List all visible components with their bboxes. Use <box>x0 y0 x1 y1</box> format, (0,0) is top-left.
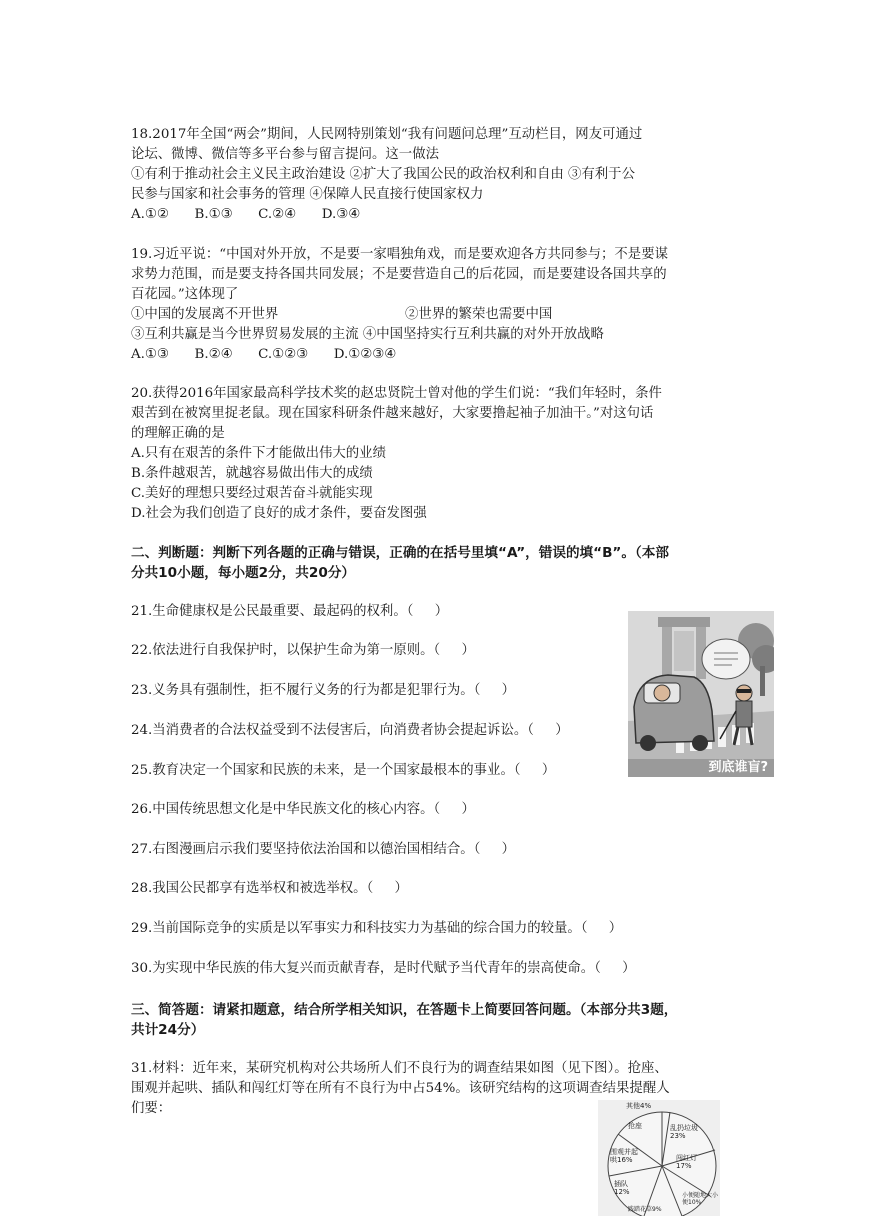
q20-line-3: 的理解正确的是 <box>131 426 225 441</box>
pie-label-queue-jump: 插队12% <box>614 1180 630 1196</box>
pie-label-litter: 乱扔垃圾23% <box>670 1124 698 1140</box>
judge-item-29: 29.当前国际竞争的实质是以军事实力和科技实力为基础的综合国力的较量。（ ） <box>131 921 623 936</box>
q19-options: A.①③ B.②④ C.①②③ D.①②③④ <box>131 347 397 362</box>
q31-line-1: 31.材料：近年来，某研究机构对公共场所人们不良行为的调查结果如图（见下图）。抢座、 <box>131 1061 668 1076</box>
q19-line-2: 求势力范围，而是要支持各国共同发展；不是要营造自己的后花园，而是要建设各国共享的 <box>131 267 667 282</box>
judge-item-27: 27.右图漫画启示我们要坚持依法治国和以德治国相结合。（ ） <box>131 842 516 857</box>
pie-label-urinate: 小便随地大小便10% <box>682 1192 719 1206</box>
q18-line-1: 18.2017年全国“两会”期间，人民网特别策划“我有问题问总理”互动栏目，网友可通过 <box>131 127 643 142</box>
cartoon-image <box>628 611 774 777</box>
q19-line-1: 19.习近平说：“中国对外开放，不是要一家唱独角戏，而是要欢迎各方共同参与；不是要谋 <box>131 247 668 262</box>
q18-line-3: ①有利于推动社会主义民主政治建设 ②扩大了我国公民的政治权利和自由 ③有利于公 <box>131 167 635 182</box>
section-3-heading-cont: 共计24分） <box>131 1022 205 1038</box>
judge-item-26: 26.中国传统思想文化是中华民族文化的核心内容。（ ） <box>131 802 475 817</box>
survey-pie-chart <box>598 1100 720 1216</box>
q20-option-a: A.只有在艰苦的条件下才能做出伟大的业绩 <box>131 446 386 461</box>
q19-line-3: 百花园。”这体现了 <box>131 287 239 302</box>
q19-item-1: ①中国的发展离不开世界 <box>131 307 279 322</box>
section-2-heading: 二、判断题：判断下列各题的正确与错误，正确的在括号里填“A”，错误的填“B”。（本部 <box>131 545 669 561</box>
pie-label-red-light: 闯红灯17% <box>676 1154 697 1170</box>
q31-line-2: 围观并起哄、插队和闯红灯等在所有不良行为中占54%。该研究结构的这项调查结果提醒人 <box>131 1081 670 1096</box>
q20-option-c: C.美好的理想只要经过艰苦奋斗就能实现 <box>131 486 373 501</box>
judge-item-23: 23.义务具有强制性，拒不履行义务的行为都是犯罪行为。（ ） <box>131 683 516 698</box>
q20-line-1: 20.获得2016年国家最高科学技术奖的赵忠贤院士曾对他的学生们说：“我们年轻时，条件 <box>131 386 662 401</box>
q19-line-5: ③互利共赢是当今世界贸易发展的主流 ④中国坚持实行互利共赢的对外开放战略 <box>131 327 604 342</box>
q20-line-2: 艰苦到在被窝里捉老鼠。现在国家科研条件越来越好，大家要撸起袖子加油干。”对这句话 <box>131 406 654 421</box>
cartoon-illustration <box>628 611 774 777</box>
judge-item-22: 22.依法进行自我保护时，以保护生命为第一原则。（ ） <box>131 643 475 658</box>
pie-label-seat-grab: 抢座 <box>628 1122 642 1130</box>
section-3-heading: 三、简答题：请紧扣题意，结合所学相关知识，在答题卡上简要回答问题。（本部分共3题， <box>131 1002 678 1018</box>
section-2-heading-cont: 分共10小题，每小题2分，共20分） <box>131 565 356 581</box>
q18-line-4: 民参与国家和社会事务的管理 ④保障人民直接行使国家权力 <box>131 187 484 202</box>
judge-item-30: 30.为实现中华民族的伟大复兴而贡献青春，是时代赋予当代青年的崇高使命。（ ） <box>131 961 636 976</box>
judge-item-25: 25.教育决定一个国家和民族的未来，是一个国家最根本的事业。（ ） <box>131 763 556 778</box>
judge-item-24: 24.当消费者的合法权益受到不法侵害后，向消费者协会提起诉讼。（ ） <box>131 723 569 738</box>
q18-line-2: 论坛、微博、微信等多平台参与留言提问。这一做法 <box>131 147 439 162</box>
pie-label-onlookers: 围观并起哄16% <box>610 1148 638 1164</box>
judge-item-28: 28.我国公民都享有选举权和被选举权。（ ） <box>131 881 408 896</box>
cartoon-caption: 到底谁盲? <box>708 760 768 775</box>
q20-option-b: B.条件越艰苦，就越容易做出伟大的成绩 <box>131 466 373 481</box>
pie-label-other: 其他4% <box>626 1102 652 1110</box>
q19-item-2: ②世界的繁荣也需要中国 <box>405 307 553 322</box>
q31-line-3: 们要： <box>131 1101 172 1116</box>
q18-options: A.①② B.①③ C.②④ D.③④ <box>131 207 361 222</box>
judge-item-21: 21.生命健康权是公民最重要、最起码的权利。（ ） <box>131 604 449 619</box>
q20-option-d: D.社会为我们创造了良好的成才条件，要奋发图强 <box>131 506 427 521</box>
pie-label-trample: 践踏花草9% <box>628 1206 662 1213</box>
